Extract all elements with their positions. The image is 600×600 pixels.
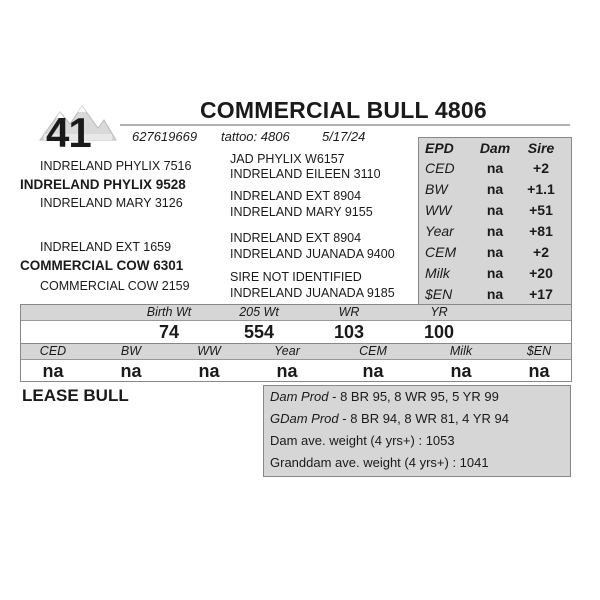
epd-dam-value: na	[486, 286, 504, 302]
dam-dam-sire: SIRE NOT IDENTIFIED	[230, 270, 362, 284]
birth-date: 5/17/24	[322, 129, 366, 144]
epd-row-milk	[419, 263, 571, 283]
calf-epd-header: BW	[120, 344, 142, 358]
calf-epd-value: na	[450, 361, 472, 381]
epd-sire-value: +20	[529, 265, 553, 281]
sire-sire-dam: INDRELAND EILEEN 3110	[230, 167, 381, 181]
epd-dam-value: na	[486, 181, 504, 197]
sire-dam-sire: INDRELAND EXT 8904	[230, 189, 362, 203]
calf-epd-value: na	[528, 361, 550, 381]
granddam-weight-note: Granddam ave. weight (4 yrs+) : 1041	[270, 455, 489, 470]
epd-row-ced	[419, 158, 571, 178]
calf-epd-table	[20, 343, 572, 382]
epd-label: WW	[425, 202, 452, 218]
sire-sire-sire: JAD PHYLIX W6157	[230, 152, 345, 166]
calf-epd-header: $EN	[526, 344, 552, 358]
epd-header-sire: Sire	[527, 140, 555, 156]
perf-header-birth-wt: Birth Wt	[146, 305, 192, 319]
dam-prod-value: - 8 BR 95, 8 WR 95, 5 YR 99	[328, 389, 499, 404]
epd-sire-value: +2	[533, 244, 549, 260]
performance-table	[20, 304, 572, 344]
perf-wr: 103	[333, 322, 365, 342]
lease-label: LEASE BULL	[22, 386, 129, 405]
epd-row-year	[419, 221, 571, 241]
gdam-prod-value: - 8 BR 94, 8 WR 81, 4 YR 94	[338, 411, 509, 426]
tattoo: tattoo: 4806	[221, 129, 290, 144]
epd-table-header	[419, 138, 571, 158]
dam-sire: INDRELAND EXT 1659	[40, 240, 172, 254]
calf-epd-header: CED	[39, 344, 67, 358]
production-notes	[263, 385, 571, 477]
epd-header-label: EPD	[425, 140, 454, 156]
calf-epd-value: na	[362, 361, 384, 381]
epd-sire-value: +51	[529, 202, 553, 218]
perf-205-wt: 554	[243, 322, 275, 342]
calf-epd-header: Year	[274, 344, 300, 358]
dam-weight-note: Dam ave. weight (4 yrs+) : 1053	[270, 433, 455, 448]
epd-label: Milk	[425, 265, 450, 281]
animal-title: COMMERCIAL BULL 4806	[200, 97, 487, 123]
epd-dam-value: na	[486, 202, 504, 218]
dam-name: COMMERCIAL COW 6301	[20, 258, 184, 273]
calf-epd-header: WW	[197, 344, 221, 358]
sire-sire: INDRELAND PHYLIX 7516	[40, 159, 192, 173]
epd-row-ww	[419, 200, 571, 220]
sire-dam-dam: INDRELAND MARY 9155	[230, 205, 373, 219]
title-divider	[120, 124, 570, 126]
perf-header-yr: YR	[430, 305, 448, 319]
dam-sire-dam: INDRELAND JUANADA 9400	[230, 247, 395, 261]
sire-name: INDRELAND PHYLIX 9528	[20, 177, 186, 192]
epd-header-dam: Dam	[479, 140, 511, 156]
epd-sire-value: +1.1	[527, 181, 555, 197]
dam-prod-label: Dam Prod	[270, 389, 329, 404]
epd-label: CEM	[425, 244, 457, 260]
perf-header-wr: WR	[338, 305, 360, 319]
calf-epd-value: na	[120, 361, 142, 381]
epd-label: $EN	[425, 286, 453, 302]
epd-sire-value: +81	[529, 223, 553, 239]
epd-row-en	[419, 284, 571, 304]
gdam-prod-label: GDam Prod	[270, 411, 339, 426]
epd-label: Year	[425, 223, 454, 239]
calf-epd-header: CEM	[359, 344, 387, 358]
epd-row-cem	[419, 242, 571, 262]
calf-epd-header: Milk	[449, 344, 473, 358]
dam-prod-note	[270, 389, 499, 404]
perf-birth-wt: 74	[158, 322, 180, 342]
epd-table	[418, 137, 572, 305]
calf-epd-value: na	[276, 361, 298, 381]
dam-sire-sire: INDRELAND EXT 8904	[230, 231, 362, 245]
epd-dam-value: na	[486, 160, 504, 176]
dam-dam-dam: INDRELAND JUANADA 9185	[230, 286, 395, 300]
lot-number: 41	[46, 109, 91, 156]
epd-label: BW	[425, 181, 448, 197]
sire-dam: INDRELAND MARY 3126	[40, 196, 183, 210]
calf-epd-value: na	[198, 361, 220, 381]
registration-number: 627619669	[132, 129, 198, 144]
epd-row-bw	[419, 179, 571, 199]
epd-dam-value: na	[486, 265, 504, 281]
perf-header-205-wt: 205 Wt	[239, 305, 279, 319]
perf-yr: 100	[423, 322, 455, 342]
epd-sire-value: +17	[529, 286, 553, 302]
epd-dam-value: na	[486, 244, 504, 260]
gdam-prod-note	[270, 411, 509, 426]
calf-epd-value: na	[42, 361, 64, 381]
epd-dam-value: na	[486, 223, 504, 239]
epd-label: CED	[425, 160, 455, 176]
epd-sire-value: +2	[533, 160, 549, 176]
dam-dam: COMMERCIAL COW 2159	[40, 279, 190, 293]
